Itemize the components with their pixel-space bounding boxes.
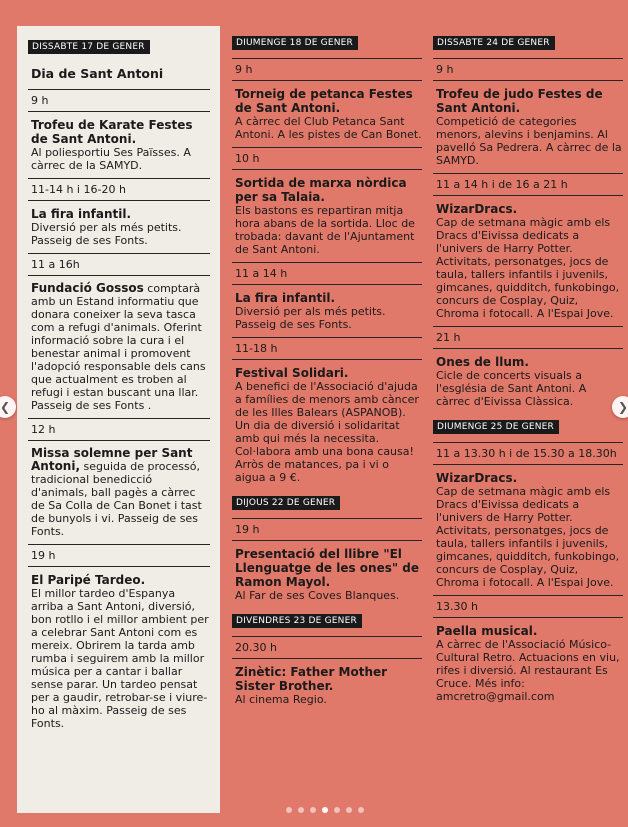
chevron-right-icon: ❯ — [617, 400, 628, 414]
event — [28, 441, 210, 538]
event-time: 11 a 13.30 h i de 15.30 a 18.30h — [436, 447, 617, 460]
event-text: Diversió per als més petits. Passeig de ses Fonts. — [235, 305, 386, 331]
event-title: Sortida de marxa nòrdica per sa Talaia. — [235, 176, 407, 204]
date-tag: DIUMENGE 18 DE GENER — [232, 36, 358, 50]
event-time: 19 h — [31, 549, 56, 562]
event-text: Al cinema Regio. — [235, 693, 327, 706]
date-tag: DISSABTE 24 DE GENER — [433, 36, 555, 50]
event-text: Cap de setmana màgic amb els Dracs d'Eivissa dedicats a l'univers de Harry Potter. Activitats, personatges, jocs de taula, tallers infantils i juvenils, gimcanes, quidditch, funkobingo, concurs de Cosplay, Quiz, Chroma i fotocall. A l'Espai Jove. — [436, 216, 620, 320]
event-time: 9 h — [436, 63, 454, 76]
event — [433, 618, 623, 703]
event — [232, 81, 422, 141]
event-time: 12 h — [31, 423, 56, 436]
event-text: Al Far de ses Coves Blanques. — [235, 589, 400, 602]
event-time: 20.30 h — [235, 641, 277, 654]
date-tag: DIJOUS 22 DE GENER — [232, 496, 340, 510]
event-text: Competició de categories menors, alevins i benjamins. Al pavelló Sa Pedrera. A càrrec de la SAMYD. — [436, 115, 622, 167]
event-text: Cicle de concerts visuals a l'església de Sant Antoni. A càrrec d'Eivissa Clàssica. — [436, 369, 587, 408]
event-title: La fira infantil. — [235, 291, 336, 305]
event-text: A càrrec de l'Associació Músico-Cultural Retro. Actuacions en viu, rifes i diversió. Al restaurant Es Cruce. Més info: amcretro@gmail.com — [436, 638, 620, 703]
event — [28, 201, 210, 247]
event — [28, 112, 210, 172]
chevron-left-icon: ❮ — [0, 400, 11, 414]
carousel-dot[interactable] — [346, 807, 352, 813]
event-time: 9 h — [31, 94, 49, 107]
event — [232, 360, 422, 484]
event — [232, 659, 422, 706]
event-text: A benefici de l'Associació d'ajuda a famílies de menors amb càncer de les Illes Balears (ASPANOB). Un dia de diversió i solidaritat amb qui més la necessita. Col·labora amb una bona causa! Arròs de matances, pa i vi o aigua a 9 €. — [235, 380, 419, 484]
event-title: Ones de llum. — [436, 355, 529, 369]
event — [433, 196, 623, 320]
event — [232, 541, 422, 602]
event-time: 11 a 16h — [31, 258, 80, 271]
event-time: 21 h — [436, 331, 461, 344]
event-time: 11 a 14 h i de 16 a 21 h — [436, 178, 568, 191]
event — [433, 81, 623, 167]
event — [433, 465, 623, 589]
event-time: 11 a 14 h — [235, 267, 288, 280]
carousel-dot[interactable] — [358, 807, 364, 813]
event-title: Torneig de petanca Festes de Sant Antoni. — [235, 87, 413, 115]
carousel-dot[interactable] — [322, 807, 328, 813]
event-title: Festival Solidari. — [235, 366, 349, 380]
event-time: 13.30 h — [436, 600, 478, 613]
event-text: El millor tardeo d'Espanya arriba a Sant Antoni, diversió, bon rotllo i el millor ambient per a celebrar Sant Antoni com es mereix. Obrirem la tarda amb rumba i seguirem amb la millor música per a cantar i ballar sense parar. Un tardeo pensat per a gaudir, retrobar-se i viure-ho al màxim. Passeig de ses Fonts. — [31, 587, 209, 730]
next-slide-button[interactable] — [612, 396, 628, 418]
event-title: Paella musical. — [436, 624, 538, 638]
event-title: El Paripé Tardeo. — [31, 573, 146, 587]
event-time: 19 h — [235, 523, 260, 536]
day-heading: Dia de Sant Antoni — [31, 66, 164, 81]
carousel-dot[interactable] — [286, 807, 292, 813]
event-title: WizarDracs. — [436, 202, 518, 216]
event-time: 9 h — [235, 63, 253, 76]
event-title: Zinètic: Father Mother Sister Brother. — [235, 665, 388, 693]
event-title: Presentació del llibre "El Llenguatge de les ones" de Ramon Mayol. — [235, 547, 420, 589]
event-text: Diversió per als més petits. Passeig de ses Fonts. — [31, 221, 182, 247]
event-description: seguida de processó, tradicional benedicció d'animals, ball pagès a càrrec de Sa Colla de Can Bonet i tast de bunyols i vi. Passeig de ses Fonts. — [31, 460, 202, 538]
event-time: 11-14 h i 16-20 h — [31, 183, 126, 196]
column-jan-18-23 — [232, 30, 422, 706]
date-tag: DISSABTE 17 DE GENER — [28, 40, 150, 54]
carousel-dot[interactable] — [334, 807, 340, 813]
event-text — [31, 282, 210, 412]
event-title: La fira infantil. — [31, 207, 132, 221]
event — [28, 567, 210, 730]
event-time: 11-18 h — [235, 342, 278, 355]
event-title: Trofeu de Karate Festes de Sant Antoni. — [31, 118, 193, 146]
date-tag: DIUMENGE 25 DE GENER — [433, 420, 559, 434]
event-title: WizarDracs. — [436, 471, 518, 485]
event-title: Trofeu de judo Festes de Sant Antoni. — [436, 87, 603, 115]
carousel-dot[interactable] — [310, 807, 316, 813]
column-jan-24-25 — [433, 30, 623, 703]
column-saturday-17 — [17, 26, 220, 813]
event — [28, 276, 210, 412]
event-time: 10 h — [235, 152, 260, 165]
event-text: Els bastons es repartiran mitja hora abans de la sortida. Lloc de trobada: davant de l'Ajuntament de Sant Antoni. — [235, 204, 415, 256]
event-text: A càrrec del Club Petanca Sant Antoni. A les pistes de Can Bonet. — [235, 115, 422, 141]
event-description: comptarà amb un Estand informatiu que donara coneixer la seva tasca com a refugi d'animals. Oferint informació sobre la cura i el benestar animal i promovent l'adopció responsable dels cans que actualment es troben al refugi i estan buscant una llar. Passeig de ses Fonts . — [31, 282, 206, 412]
event-text — [31, 447, 210, 538]
event-title: Missa solemne per Sant Antoni, — [31, 446, 193, 473]
carousel-dot[interactable] — [298, 807, 304, 813]
event — [232, 285, 422, 331]
date-tag: DIVENDRES 23 DE GENER — [232, 614, 362, 628]
event — [433, 349, 623, 408]
event — [232, 170, 422, 256]
event-text: Cap de setmana màgic amb els Dracs d'Eivissa dedicats a l'univers de Harry Potter. Activitats, personatges, jocs de taula, tallers infantils i juvenils, gimcanes, quidditch, funkobingo, concurs de Cosplay, Quiz, Chroma i fotocall. A l'Espai Jove. — [436, 485, 620, 589]
event-title: Fundació Gossos — [31, 281, 144, 295]
carousel-dots — [286, 807, 364, 813]
event-text: Al poliesportiu Ses Païsses. A càrrec de la SAMYD. — [31, 146, 191, 172]
prev-slide-button[interactable] — [0, 396, 16, 418]
